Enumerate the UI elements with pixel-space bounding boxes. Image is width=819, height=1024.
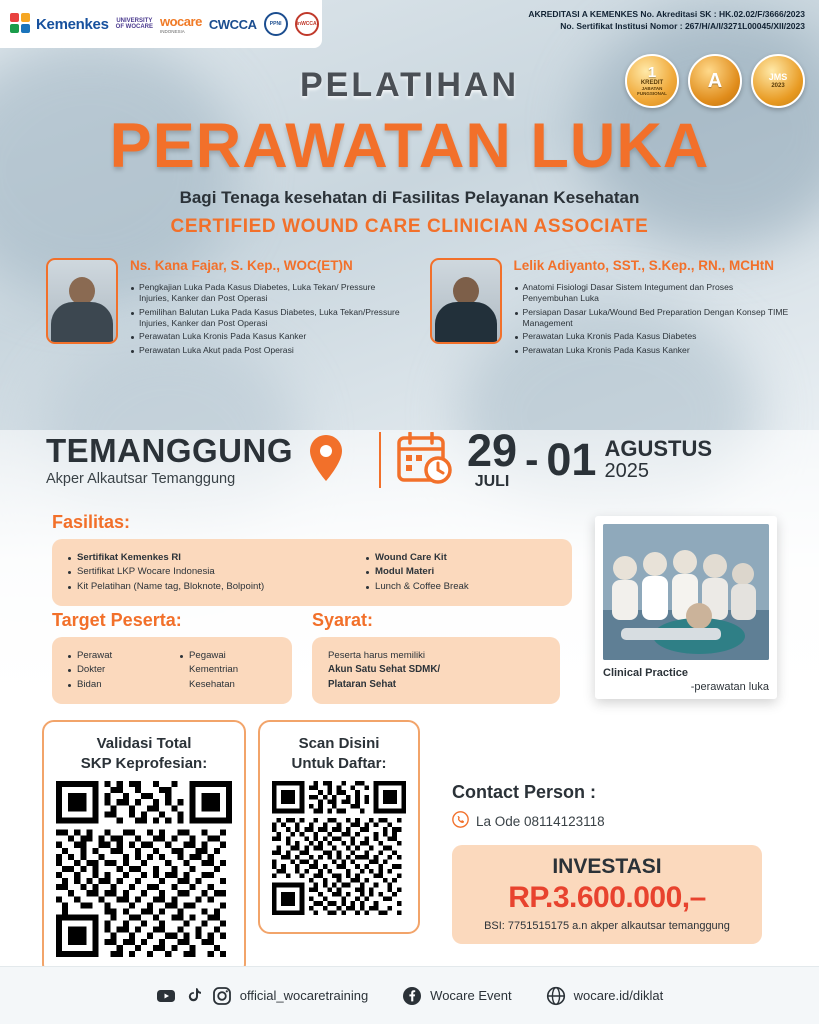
qr-skp-title: Validasi Total SKP Keprofesian: — [80, 735, 208, 772]
qr-card-daftar[interactable] — [258, 720, 420, 934]
date-month: AGUSTUS — [604, 436, 713, 462]
title-subtitle: Bagi Tenaga kesehatan di Fasilitas Pelayanan Kesehatan — [179, 188, 640, 207]
globe-icon[interactable] — [546, 986, 566, 1006]
investment-panel — [452, 845, 762, 944]
requirement-line-2: Akun Satu Sehat SDMK/ — [328, 664, 441, 676]
investment-bank: BSI: 7751515175 a.n akper alkautsar temanggung — [484, 920, 730, 932]
title-kicker: PELATIHAN — [299, 66, 520, 104]
list-item: Wound Care Kit — [366, 551, 556, 565]
credit-badge-sub: JABATAN FUNGSIONAL — [637, 85, 667, 96]
inwcca-seal-icon: InWCCA — [295, 12, 319, 36]
speaker-topics — [130, 282, 406, 356]
wocare-sublabel: INDONESIA — [160, 29, 185, 34]
divider — [379, 432, 381, 488]
credit-badge-number: 1 — [647, 64, 657, 82]
list-item: Kit Pelatihan (Name tag, Bloknote, Bolpoint) — [68, 580, 346, 594]
contact-title: Contact Person : — [452, 782, 597, 802]
investment-price: RP.3.600.000,– — [508, 881, 706, 914]
list-item: Dokter — [68, 663, 162, 677]
accreditation-line-2: No. Sertifikat Institusi Nomor : 267/H/A/I/3271L00045/XII/2023 — [560, 21, 805, 32]
wocare-logo — [160, 14, 202, 34]
event-location-date — [46, 425, 785, 491]
target-section — [52, 610, 292, 704]
contact-person-text: La Ode 08114123118 — [476, 813, 605, 829]
list-item: Perawat — [68, 649, 162, 663]
avatar — [430, 258, 502, 344]
requirement-line-3: Plataran Sehat — [328, 678, 397, 690]
tiktok-icon[interactable] — [184, 986, 204, 1006]
list-item: Perawatan Luka Kronis Pada Kasus Kanker — [130, 331, 406, 342]
title-certification: CERTIFIED WOUND CARE CLINICIAN ASSOCIATE — [170, 216, 649, 237]
credit-badge-label: KREDIT — [640, 80, 664, 87]
date-start: 29 — [467, 425, 518, 476]
website-group[interactable] — [546, 986, 664, 1006]
list-item: Pengkajian Luka Pada Kasus Diabetes, Luka Tekan/ Pressure Injuries, Kanker dan Post Operasi — [130, 282, 406, 305]
avatar — [46, 258, 118, 344]
page-title: PERAWATAN LUKA — [109, 111, 710, 181]
facilities-panel — [52, 539, 572, 606]
date-year: 2025 — [604, 460, 649, 483]
qr-daftar-code[interactable] — [272, 781, 406, 920]
facilities-column-2 — [366, 551, 556, 594]
requirement-title: Syarat: — [312, 610, 374, 630]
social-handle-text: official_wocaretraining — [239, 988, 369, 1003]
requirement-section — [312, 610, 560, 704]
facilities-title: Fasilitas: — [52, 512, 131, 532]
accreditation-line-1: AKREDITASI A KEMENKES No. Akreditasi SK : HK.02.02/F/3666/2023 — [528, 9, 805, 19]
list-item: Modul Materi — [366, 565, 556, 579]
investment-title: INVESTASI — [552, 855, 662, 878]
contact-person — [452, 811, 772, 831]
website-text: wocare.id/diklat — [573, 988, 664, 1003]
list-item: Perawatan Luka Akut pada Post Operasi — [130, 345, 406, 356]
kemenkes-logo — [10, 13, 109, 35]
contact-section — [452, 782, 772, 831]
speaker-card — [430, 258, 790, 358]
event-venue: Akper Alkautsar Temanggung — [46, 470, 236, 487]
speaker-name: Lelik Adiyanto, SST., S.Kep., RN., MCHtN — [513, 258, 775, 273]
facilities-section — [52, 512, 572, 606]
kemenkes-label: Kemenkes — [36, 15, 109, 33]
qr-daftar-title: Scan Disini Untuk Daftar: — [291, 735, 387, 772]
clinical-caption-2: -perawatan luka — [690, 681, 769, 693]
kemenkes-mark-icon — [10, 13, 32, 35]
list-item: Persiapan Dasar Luka/Wound Bed Preparation Dengan Konsep TIME Management — [514, 307, 790, 330]
ppni-seal-icon: PPNI — [264, 12, 288, 36]
social-handle-group[interactable] — [156, 986, 368, 1006]
clinical-caption-1: Clinical Practice — [603, 667, 688, 679]
target-column-2 — [180, 649, 276, 692]
list-item: Perawatan Luka Kronis Pada Kasus Diabetes — [514, 331, 790, 342]
qr-card-skp[interactable] — [42, 720, 246, 976]
facilities-column-1 — [68, 551, 346, 594]
speaker-card — [46, 258, 406, 358]
clinical-practice-photo-card — [595, 516, 777, 699]
target-title: Target Peserta: — [52, 610, 182, 630]
list-item: Pemilihan Balutan Luka Pada Kasus Diabetes, Luka Tekan/Pressure Injuries, Kanker dan Post Operasi — [130, 307, 406, 330]
date-separator: - — [525, 437, 539, 482]
cwcca-logo: CWCCA — [208, 16, 257, 32]
phone-icon — [452, 811, 469, 831]
instagram-icon[interactable] — [212, 986, 232, 1006]
list-item: Bidan — [68, 678, 162, 692]
accreditation-text — [528, 8, 805, 33]
date-end: 01 — [546, 434, 597, 485]
list-item: Anatomi Fisiologi Dasar Sistem Integument dan Proses Penyembuhan Luka — [514, 282, 790, 305]
date-start-label: JULI — [474, 472, 510, 490]
footer-bar — [0, 966, 819, 1024]
speaker-list — [46, 258, 789, 358]
list-item: Pegawai Kementrian Kesehatan — [180, 649, 276, 692]
list-item: Sertifikat LKP Wocare Indonesia — [68, 565, 346, 579]
requirement-panel — [312, 637, 560, 704]
facebook-text: Wocare Event — [430, 988, 512, 1003]
facebook-group[interactable] — [402, 986, 511, 1006]
list-item: Lunch & Coffee Break — [366, 580, 556, 594]
speaker-topics — [514, 282, 790, 356]
logo-bar — [0, 0, 322, 48]
event-city: TEMANGGUNG — [46, 431, 293, 469]
requirement-line-1: Peserta harus memiliki — [328, 650, 426, 661]
qr-skp-code[interactable] — [56, 781, 232, 962]
target-panel — [52, 637, 292, 704]
jms-badge-text: JMS — [768, 71, 788, 82]
youtube-icon[interactable] — [156, 986, 176, 1006]
list-item: Perawatan Luka Kronis Pada Kasus Kanker — [514, 345, 790, 356]
calendar-icon — [397, 432, 453, 489]
facebook-icon[interactable] — [402, 986, 422, 1006]
target-column-1 — [68, 649, 162, 692]
grade-a-letter: A — [707, 70, 723, 92]
university-logo: UNIVERSITY OF WOCARE — [115, 17, 153, 30]
list-item: Sertifikat Kemenkes RI — [68, 551, 346, 565]
clinical-practice-image — [603, 524, 769, 660]
jms-badge-year: 2023 — [771, 82, 785, 89]
location-pin-icon — [307, 434, 345, 487]
speaker-name: Ns. Kana Fajar, S. Kep., WOC(ET)N — [130, 258, 353, 273]
wocare-label: wocare — [160, 14, 202, 29]
